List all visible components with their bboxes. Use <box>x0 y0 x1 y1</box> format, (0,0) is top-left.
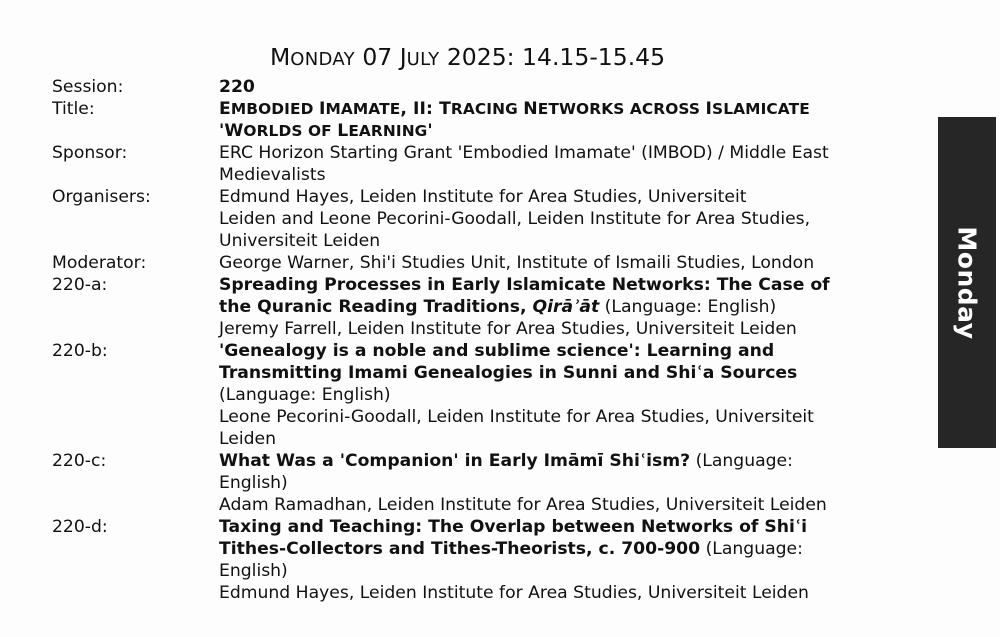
paper-author: Jeremy Farrell, Leiden Institute for Area Studies, Universiteit Leiden <box>219 319 797 339</box>
sponsor-row <box>52 142 932 186</box>
title-row <box>52 98 932 142</box>
session-label: Session: <box>52 77 124 97</box>
title-label: Title: <box>52 99 95 119</box>
day-side-tab <box>938 117 996 448</box>
organisers-row <box>52 186 932 252</box>
paper-entry: Taxing and Teaching: The Overlap between Networks of Shiʿi Tithes-Collectors and Tithes-Theorists, c. 700-900 (Language: English) Edmund Hayes, Leiden Institute for Area Studies, Universiteit Leiden <box>219 516 932 604</box>
paper-title: What Was a 'Companion' in Early Imāmī Shiʿism? <box>219 451 691 471</box>
paper-code: 220-c: <box>52 451 107 471</box>
organisers-label: Organisers: <box>52 187 151 207</box>
paper-code: 220-a: <box>52 275 108 295</box>
paper-title: Taxing and Teaching: The Overlap between Networks of Shiʿi <box>219 517 808 537</box>
paper-author: Adam Ramadhan, Leiden Institute for Area Studies, Universiteit Leiden <box>219 495 827 515</box>
paper-row-220-c <box>52 450 932 516</box>
moderator-label: Moderator: <box>52 253 147 273</box>
day-tab-label: Monday <box>953 225 982 340</box>
paper-author: Leone Pecorini-Goodall, Leiden Institute for Area Studies, Universiteit <box>219 407 814 427</box>
paper-entry: What Was a 'Companion' in Early Imāmī Shiʿism? (Language: English) Adam Ramadhan, Leiden Institute for Area Studies, Universiteit Leiden <box>219 450 932 516</box>
paper-entry: 'Genealogy is a noble and sublime science': Learning and Transmitting Imami Genealogies in Sunni and Shiʿa Sources (Language: English) Leone Pecorini-Goodall, Leiden Institute for Area Studies, Universiteit Leiden <box>219 340 932 450</box>
moderator-value: George Warner, Shi'i Studies Unit, Institute of Ismaili Studies, London <box>219 253 815 273</box>
paper-entry: Spreading Processes in Early Islamicate Networks: The Case of the Quranic Reading Traditions, Qirāʾāt (Language: English) Jeremy Farrell, Leiden Institute for Area Studies, Universiteit Leiden <box>219 274 932 340</box>
session-row <box>52 76 932 98</box>
session-number: 220 <box>219 77 255 97</box>
paper-language: (Language: English) <box>219 385 391 405</box>
session-title: EMBODIED IMAMATE, II: TRACING NETWORKS ACROSS ISLAMICATE 'WORLDS OF LEARNING' <box>219 99 810 141</box>
paper-row-220-d <box>52 516 932 604</box>
paper-author: Edmund Hayes, Leiden Institute for Area Studies, Universiteit Leiden <box>219 583 809 603</box>
paper-code: 220-b: <box>52 341 108 361</box>
paper-row-220-a <box>52 274 932 340</box>
paper-title: 'Genealogy is a noble and sublime science': Learning and <box>219 341 775 361</box>
paper-row-220-b <box>52 340 932 450</box>
moderator-row <box>52 252 932 274</box>
organisers-value: Edmund Hayes, Leiden Institute for Area Studies, Universiteit Leiden and Leone Pecorini-Goodall, Leiden Institute for Area Studies, Universiteit Leiden <box>219 187 811 251</box>
sponsor-label: Sponsor: <box>52 143 128 163</box>
sponsor-value: ERC Horizon Starting Grant 'Embodied Imamate' (IMBOD) / Middle East Medievalists <box>219 143 829 185</box>
day-time-heading: MONDAY 07 JULY 2025: 14.15-15.45 <box>270 43 666 71</box>
paper-code: 220-d: <box>52 517 108 537</box>
paper-title: Spreading Processes in Early Islamicate Networks: The Case of <box>219 275 830 295</box>
session-details <box>52 76 932 604</box>
